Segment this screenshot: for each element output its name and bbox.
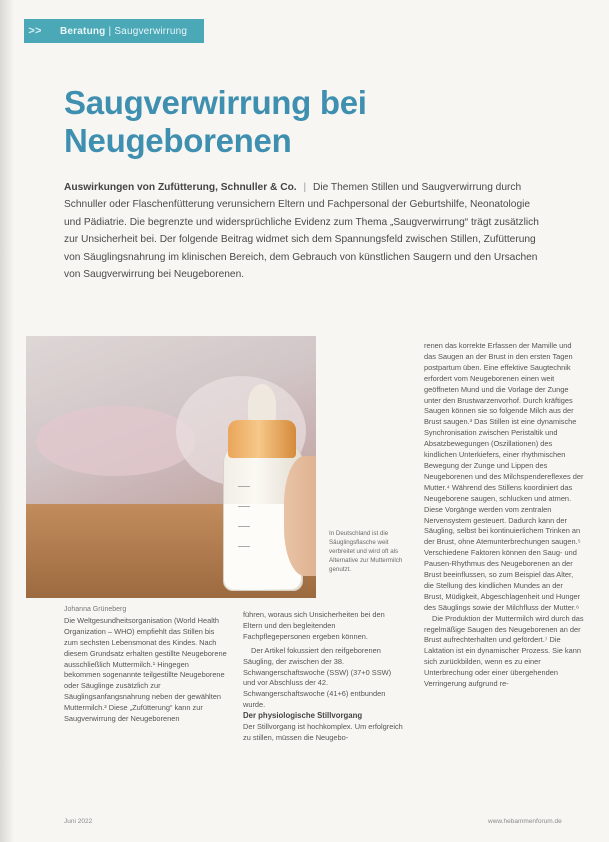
- subheading: Der physiologische Stillvorgang: [243, 711, 363, 721]
- footer-date: Juni 2022: [64, 818, 93, 825]
- arrow-icon: >>: [28, 25, 42, 37]
- paragraph: Die Weltgesundheitsorganisation (World Health Organization – WHO) empfiehlt das Stillen bis zum sechsten Lebensmonat des Kindes. Nach diesem Grundsatz erhalten gestillte Neugeborene ausschließlich Muttermilch.¹ Hingegen bekommen sogenannte teilgestillte Neugeborene oder Säuglinge zusätzlich zur Säuglingsanfangsnahrung neben der gewählten Muttermilch.² Diese „Zufütterung“ kann zur Saugverwirrung der Neugeborenen: [64, 615, 227, 724]
- footer-website: www.hebammenforum.de: [488, 818, 562, 825]
- bottle-scale-mark: [238, 526, 250, 527]
- lead-text: Die Themen Stillen und Saugverwirrung durch Schnuller oder Flaschenfütterung verunsichern Eltern und Fachpersonal der Geburtshilfe, Neonatologie und Pädiatrie. Die begrenzte und widersprüchliche Evidenz zum Thema „Saugverwirrung“ trägt zusätzlich zur Unsicherheit bei. Der folgende Beitrag widmet sich dem Spannungsfeld zwischen Stillen, Zufütterung von Säuglingsnahrung im klinischen Bereich, dem Gebrauch von künstlichen Saugern und den Ursachen von Saugverwirrung bei Neugeborenen.: [64, 182, 539, 281]
- paragraph: renen das korrekte Erfassen der Mamille und das Saugen an der Brust in den ersten Tagen postpartum üben. Eine effektive Saugtechnik erfordert vom Neugeborenen einen weit geöffneten Mund und die Vorlage der Zunge unter den Brustwarzenvorhof. Durch kräftiges Saugen können sie so folgende Milch aus der Brust saugen.³ Das Stillen ist eine dynamische Synchronisation zwischen Peristaltik und Absatzbewegungen (Oszillationen) des kindlichen Unterkiefers, einer rhythmischen Bewegung der Zunge und Lippen des Neugeborenen und des Milchspendereflexes der Mutter.⁴ Während des Stillens koordiniert das Neugeborene saugen, schlucken und atmen. Diese Vorgänge werden vom zentralen Nervensystem gesteuert. Dadurch kann der Säugling, selbst bei kontinuierlichem Trinken an der Brust, ohne Atemunterbrechungen saugen.⁵ Verschiedene Faktoren können den Saug- und Pausen-Rhythmus des Neugeborenen an der Brust beeinflussen, so zum Beispiel das Alter, die Stellung des kindlichen Mundes an der Brust, Müdigkeit, Abgeschlagenheit und Hunger des Säuglings sowie der Milchfluss der Mutter.⁶: [424, 341, 584, 612]
- bottle-scale-mark: [238, 486, 250, 487]
- section-label: Beratung: [60, 25, 106, 37]
- bottle-cap: [228, 420, 296, 458]
- text-column-middle: [243, 610, 403, 744]
- text-column-right: [424, 341, 584, 690]
- bottle-scale-mark: [238, 546, 250, 547]
- paragraph: Der Stillvorgang ist hochkomplex. Um erfolgreich zu stillen, müssen die Neugebo-: [243, 722, 403, 742]
- paragraph: führen, woraus sich Unsicherheiten bei den Eltern und den begleitenden Fachpflegepersonen ergeben können.: [243, 610, 385, 641]
- article-title: Saugverwirrung bei Neugeborenen: [64, 84, 367, 159]
- section-header: [24, 19, 204, 43]
- section-separator: |: [108, 25, 112, 37]
- text-column-left: [64, 605, 227, 725]
- author-byline: Johanna Grüneberg: [64, 606, 127, 613]
- hand: [284, 456, 316, 576]
- article-lead: [64, 179, 542, 283]
- lead-heading: Auswirkungen von Zufütterung, Schnuller & Co.: [64, 182, 297, 193]
- bottle-nipple: [248, 384, 276, 424]
- paragraph: Die Produktion der Muttermilch wird durch das regelmäßige Saugen des Neugeborenen an der Brust aufrechterhalten und gefördert.⁷ Die Laktation ist ein dynamischer Prozess. Sie kann sich zurückbilden, wenn es zu einer Unterbrechung oder einer übergehenden Verringerung aufgrund re-: [424, 613, 584, 689]
- lead-separator: |: [303, 182, 307, 193]
- page-edge-shadow: [0, 0, 14, 842]
- baby-bottle-photo: [26, 336, 316, 598]
- photo-caption: In Deutschland ist die Säuglingsflasche weit verbreitet und wird oft als Alternative zur Muttermilch genutzt.: [329, 530, 403, 573]
- section-topic: Saugverwirrung: [114, 25, 188, 37]
- bottle-scale-mark: [238, 506, 250, 507]
- photo-background-blur: [36, 406, 196, 476]
- paragraph: Der Artikel fokussiert den reifgeborenen Säugling, der zwischen der 38. Schwangerschaftswoche (SSW) (37+0 SSW) und vor Abschluss der 42. Schwangerschaftswoche (41+6) entbunden wurde.: [243, 645, 392, 710]
